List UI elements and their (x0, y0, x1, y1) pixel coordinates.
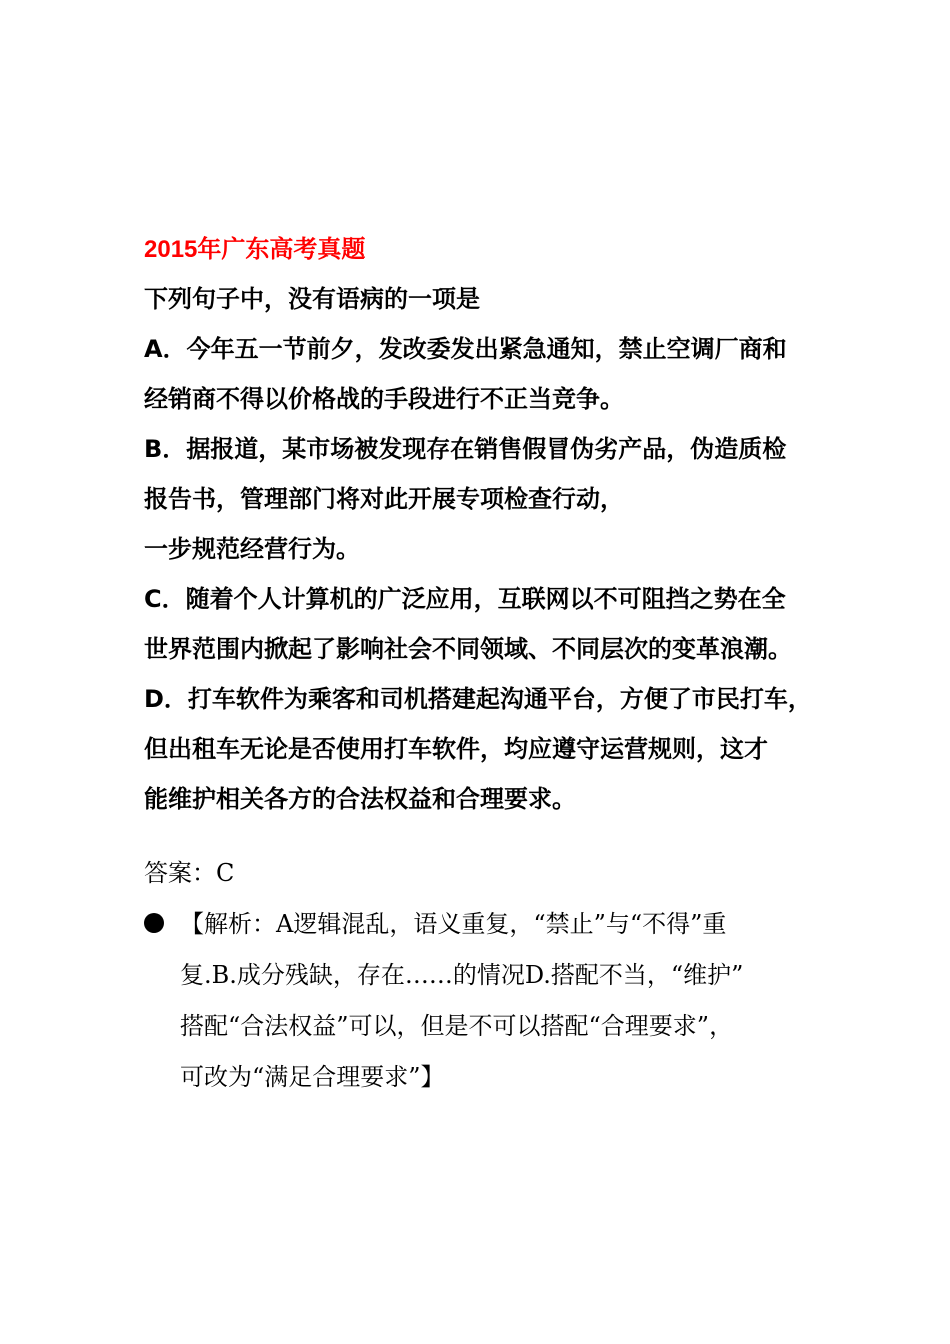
option-b-line-1: B．据报道，某市场被发现存在销售假冒伪劣产品，伪造质检 (144, 435, 787, 463)
option-d-line-3: 能维护相关各方的合法权益和合理要求。 (144, 785, 576, 813)
option-d-line-2: 但出租车无论是否使用打车软件，均应遵守运营规则，这才 (144, 735, 768, 763)
question-stem: 下列句子中，没有语病的一项是 (144, 285, 480, 313)
analysis-line-2: 复.B.成分残缺，存在……的情况D.搭配不当，“维护” (180, 961, 744, 989)
exam-title: 2015年广东高考真题 (144, 236, 366, 263)
option-c-line-2: 世界范围内掀起了影响社会不同领域、不同层次的变革浪潮。 (144, 635, 792, 663)
question-options (144, 324, 844, 824)
analysis-line-1: 【解析：A逻辑混乱，语义重复，“禁止”与“不得”重 (180, 910, 727, 938)
option-a-line-2: 经销商不得以价格战的手段进行不正当竞争。 (144, 385, 624, 413)
analysis-block (144, 899, 844, 1103)
option-d-line-1: D．打车软件为乘客和司机搭建起沟通平台，方便了市民打车， (144, 685, 812, 713)
analysis-line-4: 可改为“满足合理要求”】 (180, 1063, 445, 1091)
analysis-line-3: 搭配“合法权益”可以，但是不可以搭配“合理要求”， (180, 1012, 734, 1040)
option-b-line-3: 一步规范经营行为。 (144, 535, 360, 563)
option-b-line-2: 报告书，管理部门将对此开展专项检查行动， (144, 485, 624, 513)
document-body (144, 226, 844, 1103)
bullet-dot-icon (144, 913, 164, 933)
option-c-line-1: C．随着个人计算机的广泛应用，互联网以不可阻挡之势在全 (144, 585, 786, 613)
answer-text: 答案：C (144, 859, 235, 887)
option-a-line-1: A．今年五一节前夕，发改委发出紧急通知，禁止空调厂商和 (144, 335, 787, 363)
